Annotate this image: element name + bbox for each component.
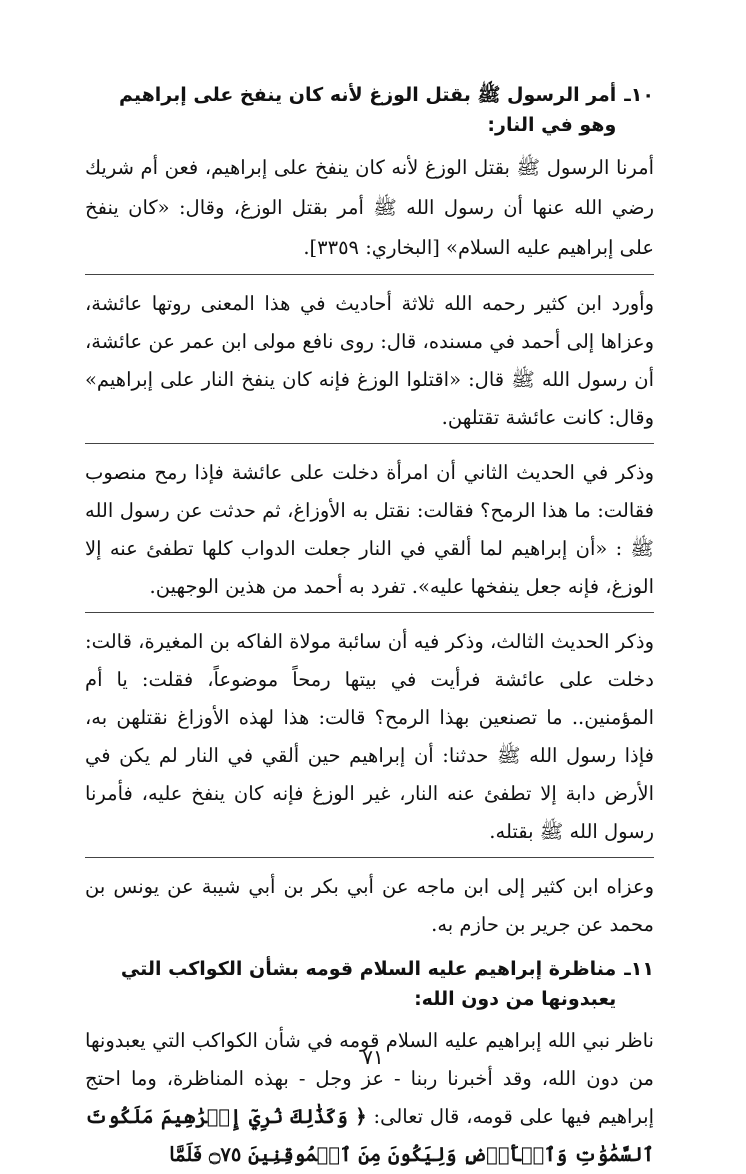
paragraph: وذكر الحديث الثالث، وذكر فيه أن سائبة مولاة الفاكه بن المغيرة، قالت: دخلت على عائشة فرأيت في بيتها رمحاً موضوعاً، فقلت: يا أم المؤمنين.. ما تصنعين بهذا الرمح؟ قالت: هذا لهذه الأوزاغ نقتلهن به، فإذا رسول الله ﷺ حدثنا: أن إبراهيم حين ألقي في النار لم يكن في الأرض دابة إلا تطفئ عنه النار، غير الوزغ فإنه كان ينفخ عليه، فأمرنا رسول الله ﷺ بقتله. xyxy=(85,630,654,843)
section-number: ١١ـ xyxy=(624,958,654,980)
paragraph: وأورد ابن كثير رحمه الله ثلاثة أحاديث في هذا المعنى روتها عائشة، وعزاها إلى أحمد في مسنده، قال: روى نافع مولى ابن عمر عن عائشة، أن رسول الله ﷺ قال: «اقتلوا الوزغ فإنه كان ينفخ النار على إبراهيم» وقال: كانت عائشة تقتلهن. xyxy=(85,292,654,429)
section-heading-10 xyxy=(85,80,654,140)
section-heading-11 xyxy=(85,954,654,1014)
paragraph-divider xyxy=(85,612,654,613)
paragraph-divider xyxy=(85,274,654,275)
section-title: مناظرة إبراهيم عليه السلام قومه بشأن الكواكب التي يعبدونها من دون الله: xyxy=(120,958,617,1010)
page-number: ٧١ xyxy=(362,1045,384,1069)
paragraph: أمرنا الرسول ﷺ بقتل الوزغ لأنه كان ينفخ على إبراهيم، فعن أم شريك رضي الله عنها أن رسول الله ﷺ أمر بقتل الوزغ، وقال: «كان ينفخ على إبراهيم عليه السلام» [البخاري: ٣٣٥٩]. xyxy=(85,156,654,259)
section-number: ١٠ـ xyxy=(624,84,654,106)
paragraph-divider xyxy=(85,443,654,444)
paragraph-text: ناظر نبي الله إبراهيم عليه السلام قومه في شأن الكواكب التي يعبدونها من دون الله، وقد أخبرنا ربنا - عز وجل - بهذه المناظرة، وما احتج إبراهيم فيها على قومه، قال تعالى: xyxy=(85,1029,655,1128)
paragraph: وعزاه ابن كثير إلى ابن ماجه عن أبي بكر بن أبي شيبة عن يونس بن محمد عن جرير بن حازم به. xyxy=(85,875,654,936)
quran-verse: ﴿ وَكَذَٰلِكَ نُرِيٓ إِبۡرَٰهِيمَ مَلَكُوتَ ٱلسَّمَٰوَٰتِ وَٱلۡأَرۡضِ وَلِيَكُونَ مِنَ ٱلۡمُوقِنِينَ ۝٧٥ فَلَمَّا xyxy=(85,1105,654,1166)
paragraph: وذكر في الحديث الثاني أن امرأة دخلت على عائشة فإذا رمح منصوب فقالت: ما هذا الرمح؟ فقالت: نقتل به الأوزاغ، ثم حدثت عن رسول الله ﷺ : «أن إبراهيم لما ألقي في النار جعلت الدواب كلها تطفئ عنه إلا الوزغ، فإنه جعل ينفخها عليه». تفرد به أحمد من هذين الوجهين. xyxy=(85,461,654,598)
paragraph-divider xyxy=(85,857,654,858)
section-title: أمر الرسول ﷺ بقتل الوزغ لأنه كان ينفخ على إبراهيم وهو في النار: xyxy=(118,84,617,136)
